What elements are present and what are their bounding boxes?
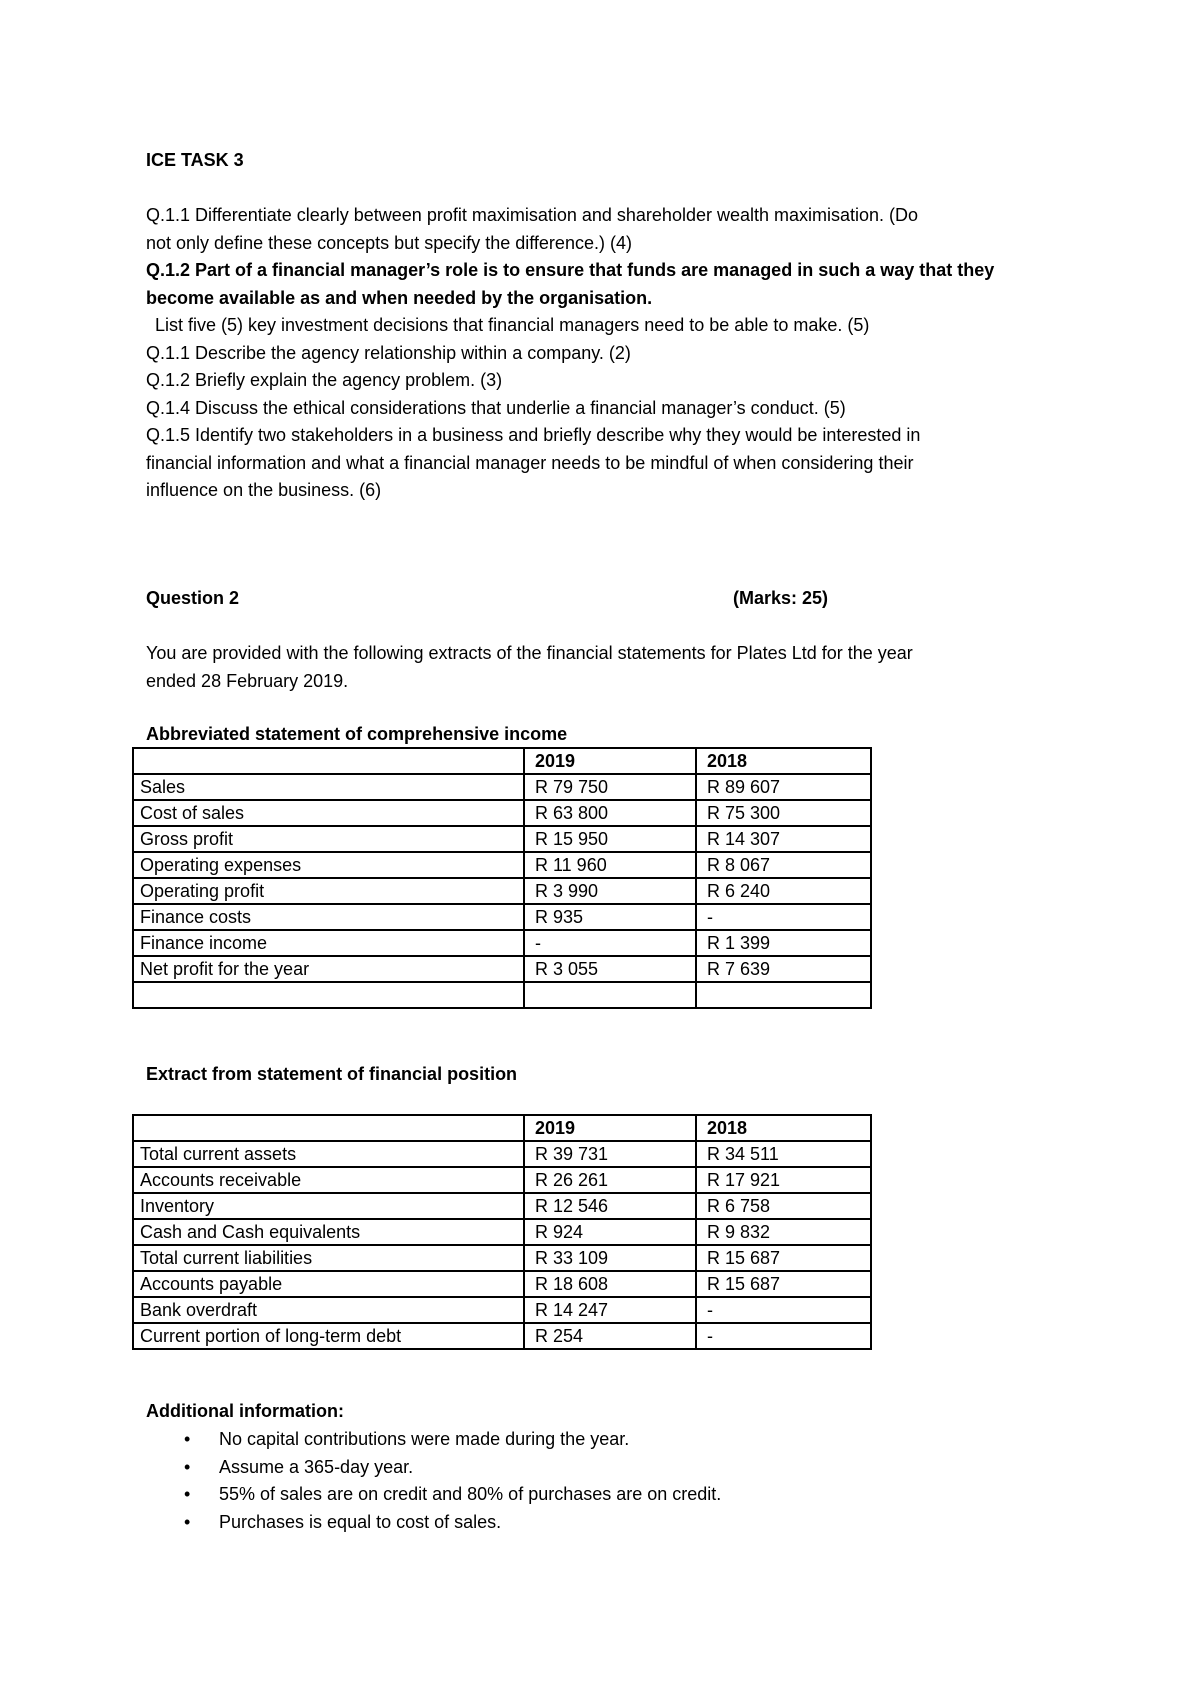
table-row	[133, 1323, 871, 1349]
table-row	[133, 1271, 871, 1297]
bullet-icon: •	[184, 1429, 191, 1449]
value-2018: R 14 307	[696, 826, 871, 852]
financial-position-heading: Extract from statement of financial position	[146, 1064, 518, 1084]
value-2019: R 3 055	[524, 956, 696, 982]
bullet-icon: •	[184, 1484, 191, 1504]
row-label: Current portion of long-term debt	[133, 1323, 524, 1349]
table-header-row	[133, 748, 871, 774]
financial-position-table	[132, 1114, 872, 1350]
row-label: Net profit for the year	[133, 956, 524, 982]
header-cell: 2019	[524, 748, 696, 774]
list-item-text: No capital contributions were made during the year.	[219, 1429, 630, 1449]
table-row	[133, 1245, 871, 1271]
header-cell: 2019	[524, 1115, 696, 1141]
table-row	[133, 800, 871, 826]
value-2019: R 33 109	[524, 1245, 696, 1271]
value-2019: R 18 608	[524, 1271, 696, 1297]
additional-info-list	[146, 1426, 721, 1536]
value-2019: R 14 247	[524, 1297, 696, 1323]
header-cell	[133, 748, 524, 774]
value-2019	[524, 982, 696, 1008]
value-2018: R 7 639	[696, 956, 871, 982]
list-item-text: Assume a 365-day year.	[219, 1456, 414, 1477]
table-row	[133, 904, 871, 930]
table-row	[133, 1193, 871, 1219]
value-2018: R 75 300	[696, 800, 871, 826]
list-item	[146, 1481, 721, 1509]
row-label: Accounts payable	[133, 1271, 524, 1297]
intro-line: You are provided with the following extracts of the financial statements for Plates Ltd for the year	[146, 643, 913, 663]
list-item	[146, 1454, 721, 1482]
question-line: Q.1.4 Discuss the ethical considerations that underlie a financial manager’s conduct. (5)	[146, 397, 846, 418]
value-2019: R 924	[524, 1219, 696, 1245]
value-2019: -	[524, 930, 696, 956]
income-statement-table	[132, 747, 872, 1009]
table-row	[133, 956, 871, 982]
list-item	[146, 1426, 721, 1454]
row-label: Cost of sales	[133, 800, 524, 826]
question-line-bold: Q.1.2 Part of a financial manager’s role is to ensure that funds are managed in such a way that they	[146, 260, 995, 280]
question-line: Q.1.2 Briefly explain the agency problem. (3)	[146, 370, 503, 390]
row-label: Total current assets	[133, 1141, 524, 1167]
intro-paragraph	[146, 640, 1076, 695]
row-label: Cash and Cash equivalents	[133, 1219, 524, 1245]
value-2018: R 15 687	[696, 1271, 871, 1297]
list-item-text: 55% of sales are on credit and 80% of purchases are on credit.	[219, 1484, 722, 1504]
row-label: Finance income	[133, 930, 524, 956]
value-2019: R 11 960	[524, 852, 696, 878]
value-2019: R 15 950	[524, 826, 696, 852]
value-2019: R 254	[524, 1323, 696, 1349]
value-2018: -	[696, 1323, 871, 1349]
table-row	[133, 1297, 871, 1323]
list-item-text: Purchases is equal to cost of sales.	[219, 1511, 502, 1532]
table-row	[133, 878, 871, 904]
question-2-marks: (Marks: 25)	[733, 588, 829, 608]
question-line: influence on the business. (6)	[146, 480, 382, 500]
row-label: Bank overdraft	[133, 1297, 524, 1323]
question-1-block	[146, 202, 1076, 505]
additional-info-heading: Additional information:	[146, 1401, 344, 1421]
list-item	[146, 1509, 721, 1537]
value-2018: R 17 921	[696, 1167, 871, 1193]
question-line-bold: become available as and when needed by the organisation.	[146, 287, 653, 308]
table-row	[133, 930, 871, 956]
question-subline: List five (5) key investment decisions that financial managers need to be able to make. (5)	[155, 315, 870, 335]
value-2019: R 79 750	[524, 774, 696, 800]
intro-line: ended 28 February 2019.	[146, 670, 349, 691]
row-label: Accounts receivable	[133, 1167, 524, 1193]
table-row-empty	[133, 982, 871, 1008]
row-label: Total current liabilities	[133, 1245, 524, 1271]
value-2018: R 1 399	[696, 930, 871, 956]
value-2018: R 89 607	[696, 774, 871, 800]
value-2019: R 39 731	[524, 1141, 696, 1167]
table-row	[133, 852, 871, 878]
table-row	[133, 1167, 871, 1193]
question-2-label: Question 2	[146, 588, 240, 608]
question-line: Q.1.5 Identify two stakeholders in a business and briefly describe why they would be interested in	[146, 425, 921, 445]
row-label: Sales	[133, 774, 524, 800]
row-label: Operating profit	[133, 878, 524, 904]
question-line: Q.1.1 Describe the agency relationship within a company. (2)	[146, 342, 631, 363]
value-2018: R 8 067	[696, 852, 871, 878]
income-statement-heading: Abbreviated statement of comprehensive income	[146, 724, 568, 744]
header-cell: 2018	[696, 748, 871, 774]
header-cell	[133, 1115, 524, 1141]
value-2018: R 6 758	[696, 1193, 871, 1219]
row-label: Operating expenses	[133, 852, 524, 878]
question-line: Q.1.1 Differentiate clearly between profit maximisation and shareholder wealth maximisation. (Do	[146, 205, 919, 225]
value-2018: -	[696, 1297, 871, 1323]
table-row	[133, 1141, 871, 1167]
table-header-row	[133, 1115, 871, 1141]
table-row	[133, 1219, 871, 1245]
value-2018: R 6 240	[696, 878, 871, 904]
value-2019: R 12 546	[524, 1193, 696, 1219]
table-row	[133, 774, 871, 800]
value-2019: R 26 261	[524, 1167, 696, 1193]
value-2019: R 935	[524, 904, 696, 930]
value-2019: R 3 990	[524, 878, 696, 904]
row-label	[133, 982, 524, 1008]
value-2018: -	[696, 904, 871, 930]
row-label: Inventory	[133, 1193, 524, 1219]
row-label: Gross profit	[133, 826, 524, 852]
value-2018	[696, 982, 871, 1008]
value-2019: R 63 800	[524, 800, 696, 826]
document-title: ICE TASK 3	[146, 150, 244, 170]
table-row	[133, 826, 871, 852]
question-line: not only define these concepts but specify the difference.) (4)	[146, 232, 632, 253]
value-2018: R 15 687	[696, 1245, 871, 1271]
value-2018: R 9 832	[696, 1219, 871, 1245]
header-cell: 2018	[696, 1115, 871, 1141]
value-2018: R 34 511	[696, 1141, 871, 1167]
bullet-icon: •	[184, 1511, 191, 1532]
question-line: financial information and what a financial manager needs to be mindful of when considering their	[146, 452, 914, 473]
bullet-icon: •	[184, 1456, 191, 1477]
row-label: Finance costs	[133, 904, 524, 930]
